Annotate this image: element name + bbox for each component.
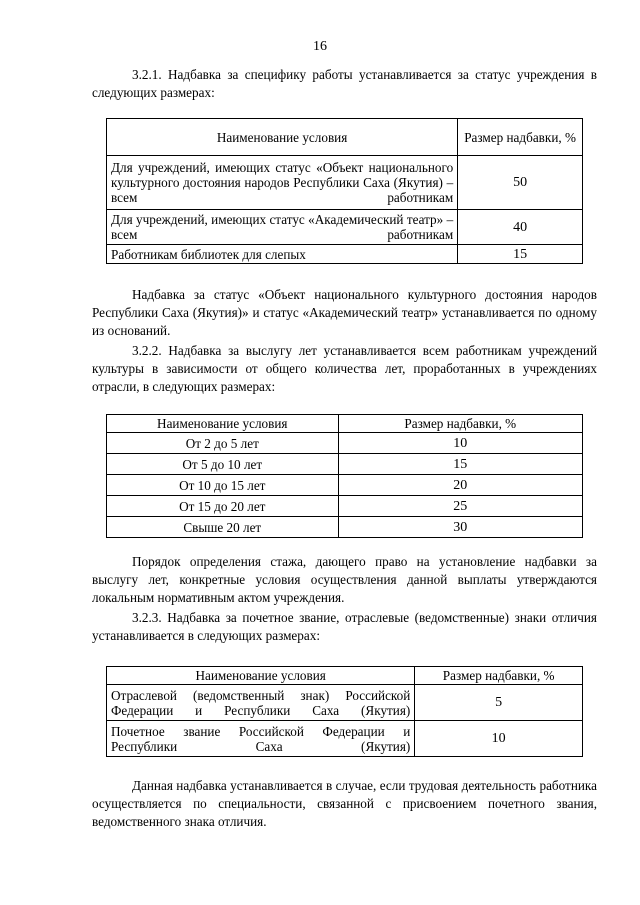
paragraph-procedure: Порядок определения стажа, дающего право на установление надбавки за выслугу лет, конкретные условия осуществления данной выплаты утверждаются локальным нормативным актом учреждения. — [92, 554, 597, 605]
paragraph-status: Надбавка за статус «Объект национального культурного достояния народов Республики Саха (Якутия)» и статус «Академический театр» устанавливается по одному из оснований. — [92, 287, 597, 338]
row-condition: От 15 до 20 лет — [107, 496, 339, 517]
header-condition: Наименование условия — [107, 415, 339, 433]
row-size: 20 — [338, 475, 582, 496]
row-size: 10 — [338, 433, 582, 454]
table-row — [107, 245, 583, 264]
row-size: 50 — [458, 156, 583, 210]
row-size: 40 — [458, 210, 583, 245]
paragraph-3-2-2: 3.2.2. Надбавка за выслугу лет устанавливается всем работникам учреждений культуры в зависимости от общего количества лет, проработанных в учреждениях отрасли, в следующих размерах: — [92, 343, 597, 394]
table-years-of-service — [106, 414, 583, 538]
row-size: 5 — [415, 685, 583, 721]
header-condition: Наименование условия — [107, 667, 415, 685]
table-header-row — [107, 415, 583, 433]
table-specific-work — [106, 118, 583, 264]
header-condition: Наименование условия — [107, 119, 458, 156]
table-row — [107, 210, 583, 245]
table-header-row — [107, 667, 583, 685]
row-condition: Для учреждений, имеющих статус «Академический театр» – всем работникам — [107, 210, 458, 245]
table-row — [107, 454, 583, 475]
table-row — [107, 156, 583, 210]
table-row — [107, 496, 583, 517]
table-row — [107, 517, 583, 538]
row-condition: Для учреждений, имеющих статус «Объект национального культурного достояния народов Республики Саха (Якутия) – всем работникам — [107, 156, 458, 210]
row-condition: От 2 до 5 лет — [107, 433, 339, 454]
row-condition: Почетное звание Российской Федерации и Республики Саха (Якутия) — [107, 721, 415, 757]
row-size: 25 — [338, 496, 582, 517]
table-row — [107, 685, 583, 721]
table-row — [107, 721, 583, 757]
header-size: Размер надбавки, % — [415, 667, 583, 685]
row-size: 10 — [415, 721, 583, 757]
header-size: Размер надбавки, % — [458, 119, 583, 156]
row-condition: От 10 до 15 лет — [107, 475, 339, 496]
row-size: 15 — [458, 245, 583, 264]
row-condition: Работникам библиотек для слепых — [107, 245, 458, 264]
paragraph-3-2-1: 3.2.1. Надбавка за специфику работы устанавливается за статус учреждения в следующих размерах: — [92, 67, 597, 100]
table-header-row — [107, 119, 583, 156]
row-condition: Свыше 20 лет — [107, 517, 339, 538]
row-size: 30 — [338, 517, 582, 538]
page-number: 16 — [313, 39, 327, 54]
table-row — [107, 433, 583, 454]
paragraph-conditions: Данная надбавка устанавливается в случае, если трудовая деятельность работника осуществляется по специальности, связанной с присвоением почетного звания, ведомственного знака отличия. — [92, 778, 597, 829]
paragraph-3-2-3: 3.2.3. Надбавка за почетное звание, отраслевые (ведомственные) знаки отличия устанавливается в следующих размерах: — [92, 610, 597, 643]
row-condition: От 5 до 10 лет — [107, 454, 339, 475]
header-size: Размер надбавки, % — [338, 415, 582, 433]
row-condition: Отраслевой (ведомственный знак) Российской Федерации и Республики Саха (Якутия) — [107, 685, 415, 721]
table-row — [107, 475, 583, 496]
table-honorary-title — [106, 666, 583, 757]
row-size: 15 — [338, 454, 582, 475]
